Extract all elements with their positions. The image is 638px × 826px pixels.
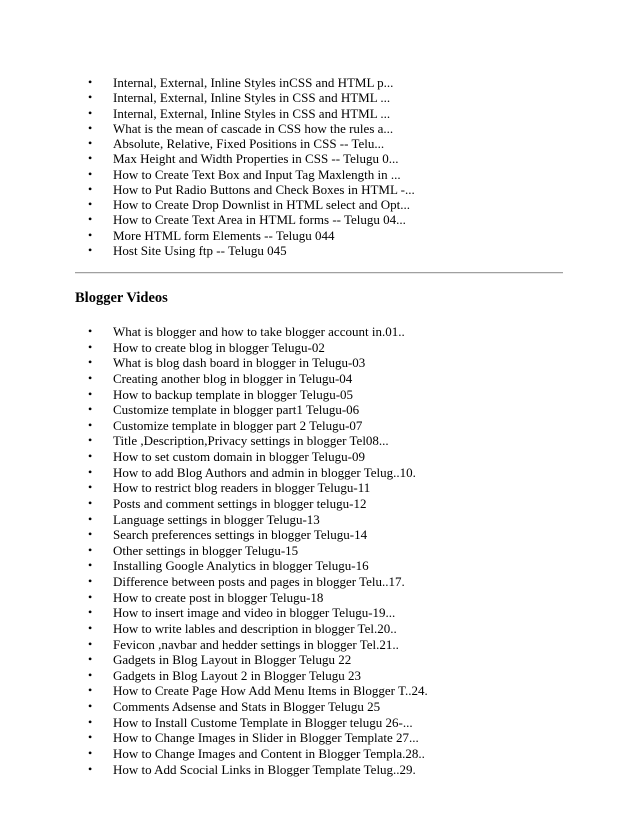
list-item[interactable]: • What is blog dash board in blogger in Telugu-03	[88, 355, 608, 371]
blogger-video-list	[88, 324, 608, 777]
list-item[interactable]: • Internal, External, Inline Styles in CSS and HTML ...	[88, 90, 608, 105]
list-item[interactable]: • Comments Adsense and Stats in Blogger Telugu 25	[88, 699, 608, 715]
list-item[interactable]: • More HTML form Elements -- Telugu 044	[88, 228, 608, 243]
list-item[interactable]: • Title ,Description,Privacy settings in blogger Tel08...	[88, 433, 608, 449]
list-item[interactable]: • How to write lables and description in blogger Tel.20..	[88, 621, 608, 637]
list-item[interactable]: • How to Put Radio Buttons and Check Boxes in HTML -...	[88, 182, 608, 197]
list-item[interactable]: • Difference between posts and pages in blogger Telu..17.	[88, 574, 608, 590]
list-item[interactable]: • Internal, External, Inline Styles in CSS and HTML ...	[88, 106, 608, 121]
list-item[interactable]: • How to set custom domain in blogger Telugu-09	[88, 449, 608, 465]
list-item[interactable]: • How to add Blog Authors and admin in blogger Telug..10.	[88, 465, 608, 481]
list-item[interactable]: • How to Add Scocial Links in Blogger Template Telug..29.	[88, 762, 608, 778]
list-item[interactable]: • How to restrict blog readers in blogger Telugu-11	[88, 480, 608, 496]
list-item[interactable]: • Customize template in blogger part 2 Telugu-07	[88, 418, 608, 434]
list-item[interactable]: • Gadgets in Blog Layout in Blogger Telugu 22	[88, 652, 608, 668]
list-item[interactable]: • Creating another blog in blogger in Telugu-04	[88, 371, 608, 387]
list-item[interactable]: • Customize template in blogger part1 Telugu-06	[88, 402, 608, 418]
list-item[interactable]: • How to Create Text Area in HTML forms -- Telugu 04...	[88, 212, 608, 227]
section-divider	[75, 272, 563, 274]
list-item[interactable]: • Other settings in blogger Telugu-15	[88, 543, 608, 559]
list-item[interactable]: • Posts and comment settings in blogger telugu-12	[88, 496, 608, 512]
list-item[interactable]: • Max Height and Width Properties in CSS -- Telugu 0...	[88, 151, 608, 166]
list-item[interactable]: • Host Site Using ftp -- Telugu 045	[88, 243, 608, 258]
list-item[interactable]: • How to Create Page How Add Menu Items in Blogger T..24.	[88, 683, 608, 699]
list-item[interactable]: • How to Change Images in Slider in Blogger Template 27...	[88, 730, 608, 746]
list-item[interactable]: • How to Create Drop Downlist in HTML select and Opt...	[88, 197, 608, 212]
list-item[interactable]: • How to create blog in blogger Telugu-02	[88, 340, 608, 356]
list-item[interactable]: • What is the mean of cascade in CSS how the rules a...	[88, 121, 608, 136]
list-item[interactable]: • Language settings in blogger Telugu-13	[88, 512, 608, 528]
list-item[interactable]: • How to create post in blogger Telugu-18	[88, 590, 608, 606]
list-item[interactable]: • What is blogger and how to take blogger account in.01..	[88, 324, 608, 340]
list-item[interactable]: • How to Create Text Box and Input Tag Maxlength in ...	[88, 167, 608, 182]
list-item[interactable]: • Fevicon ,navbar and hedder settings in blogger Tel.21..	[88, 637, 608, 653]
list-item[interactable]: • Search preferences settings in blogger Telugu-14	[88, 527, 608, 543]
list-item[interactable]: • Installing Google Analytics in blogger Telugu-16	[88, 558, 608, 574]
section-title-blogger-videos: Blogger Videos	[75, 290, 168, 306]
list-item[interactable]: • How to insert image and video in blogger Telugu-19...	[88, 605, 608, 621]
list-item[interactable]: • How to Change Images and Content in Blogger Templa.28..	[88, 746, 608, 762]
css-video-list	[88, 75, 608, 258]
list-item[interactable]: • How to backup template in blogger Telugu-05	[88, 387, 608, 403]
list-item[interactable]: • Gadgets in Blog Layout 2 in Blogger Telugu 23	[88, 668, 608, 684]
list-item[interactable]: • How to Install Custome Template in Blogger telugu 26-...	[88, 715, 608, 731]
list-item[interactable]: • Absolute, Relative, Fixed Positions in CSS -- Telu...	[88, 136, 608, 151]
list-item[interactable]: • Internal, External, Inline Styles inCSS and HTML p...	[88, 75, 608, 90]
